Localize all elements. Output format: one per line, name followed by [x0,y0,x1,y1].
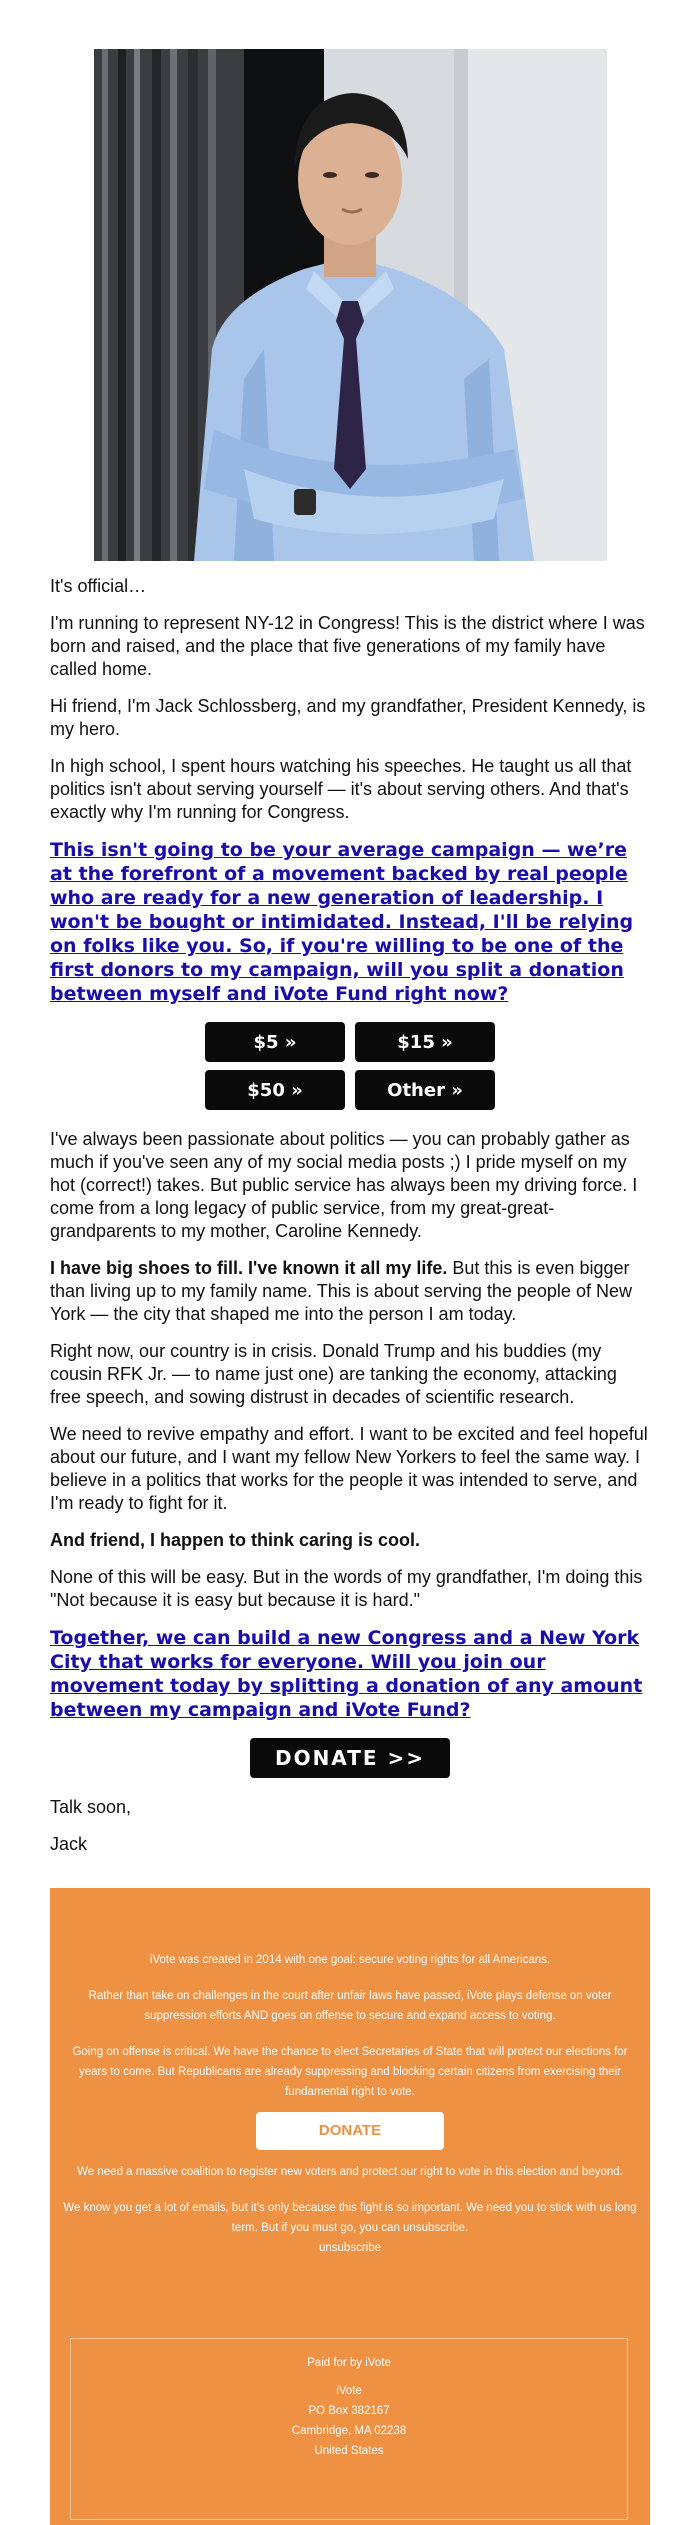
big-shoes-bold: I have big shoes to fill. I've known it all my life. [50,1258,448,1278]
email-body [50,575,650,1870]
org-name: iVote [336,2385,362,2397]
intro-greeting: Hi friend, I'm Jack Schlossberg, and my grandfather, President Kennedy, is my hero. [50,696,646,739]
po-box: PO Box 382167 [308,2405,390,2417]
footer-text-block [58,1950,642,2258]
unsubscribe-link[interactable]: unsubscribe [318,2242,381,2254]
footer-defense: Rather than take on challenges in the court after unfair laws have passed, iVote plays defense on voter suppression efforts AND goes on offense to secure and expand access to voting. [88,1990,612,2022]
donate-button[interactable]: DONATE >> [250,1738,450,1778]
intro-running: I'm running to represent NY-12 in Congress! This is the district where I was born and raised, and the place that five generations of my family have called home. [50,613,645,679]
city-line: Cambridge, MA 02238 [291,2425,407,2437]
donate-5-button[interactable]: $5 » [205,1022,345,1062]
donation-ask-link-2[interactable]: Together, we can build a new Congress and a New York City that works for everyone. Will you join our movement today by splitting a donation of any amount between my campaign and iVote Fund? [50,1627,643,1721]
footer-coalition: We need a massive coalition to register new voters and protect our right to vote in this election and beyond. [77,2166,623,2178]
footer-emails: We know you get a lot of emails, but it's only because this fight is so important. We need you to stick with us long term. But if you must go, you can unsubscribe. [63,2202,637,2234]
paid-for-box [70,2338,628,2520]
ivote-footer [50,1888,650,2525]
footer-mission: iVote was created in 2014 with one goal: secure voting rights for all Americans. [149,1954,551,1966]
footer-offense: Going on offense is critical. We have the chance to elect Secretaries of State that will protect our elections for years to come. But Republicans are already suppressing and blocking certain citizens from exercising their fundamental right to vote. [72,2046,628,2098]
donate-other-button[interactable]: Other » [355,1070,495,1110]
candidate-photo [94,49,607,561]
intro-official: It's official… [50,576,147,596]
country-line: United States [314,2445,384,2457]
big-shoes-paragraph [50,1257,650,1326]
donate-50-button[interactable]: $50 » [205,1070,345,1110]
signoff-line: Talk soon, [50,1797,132,1817]
intro-speeches: In high school, I spent hours watching his speeches. He taught us all that politics isn't about serving yourself — it's about serving others. And that's exactly why I'm running for Congress. [50,756,632,822]
crisis-paragraph: Right now, our country is in crisis. Donald Trump and his buddies (my cousin RFK Jr. — to name just one) are tanking the economy, attacking free speech, and sowing distrust in decades of scientific research. [50,1341,617,1407]
empathy-paragraph: We need to revive empathy and effort. I want to be excited and feel hopeful about our future, and I want my fellow New Yorkers to feel the same way. I believe in a politics that works for the people it was intended to serve, and I'm ready to fight for it. [50,1424,648,1513]
donation-ask-link-1[interactable]: This isn't going to be your average campaign — we’re at the forefront of a movement backed by real people who are ready for a new generation of leadership. I won't be bought or intimidated. Instead, I'll be relying on folks like you. So, if you're willing to be one of the first donors to my campaign, will you split a donation between myself and iVote Fund right now? [50,839,634,1005]
quote-paragraph: None of this will be easy. But in the words of my grandfather, I'm doing this "Not because it is easy but because it is hard." [50,1567,643,1610]
signoff-name: Jack [50,1834,88,1854]
caring-paragraph: And friend, I happen to think caring is cool. [50,1530,421,1550]
passion-paragraph: I've always been passionate about politics — you can probably gather as much if you've seen any of my social media posts ;) I pride myself on my hot (correct!) takes. But public service has always been my driving force. I come from a long legacy of public service, from my great-great-grandparents to my mother, Caroline Kennedy. [50,1129,638,1241]
donation-amount-grid [205,1022,495,1110]
footer-donate-button[interactable]: DONATE [256,2112,444,2150]
donate-15-button[interactable]: $15 » [355,1022,495,1062]
big-shoes-rest: But this is even bigger than living up to my family name. This is about serving the people of New York — the city that shaped me into the person I am today. [50,1258,632,1324]
paid-for-line: Paid for by iVote [307,2357,391,2369]
portrait-illustration [94,49,607,561]
